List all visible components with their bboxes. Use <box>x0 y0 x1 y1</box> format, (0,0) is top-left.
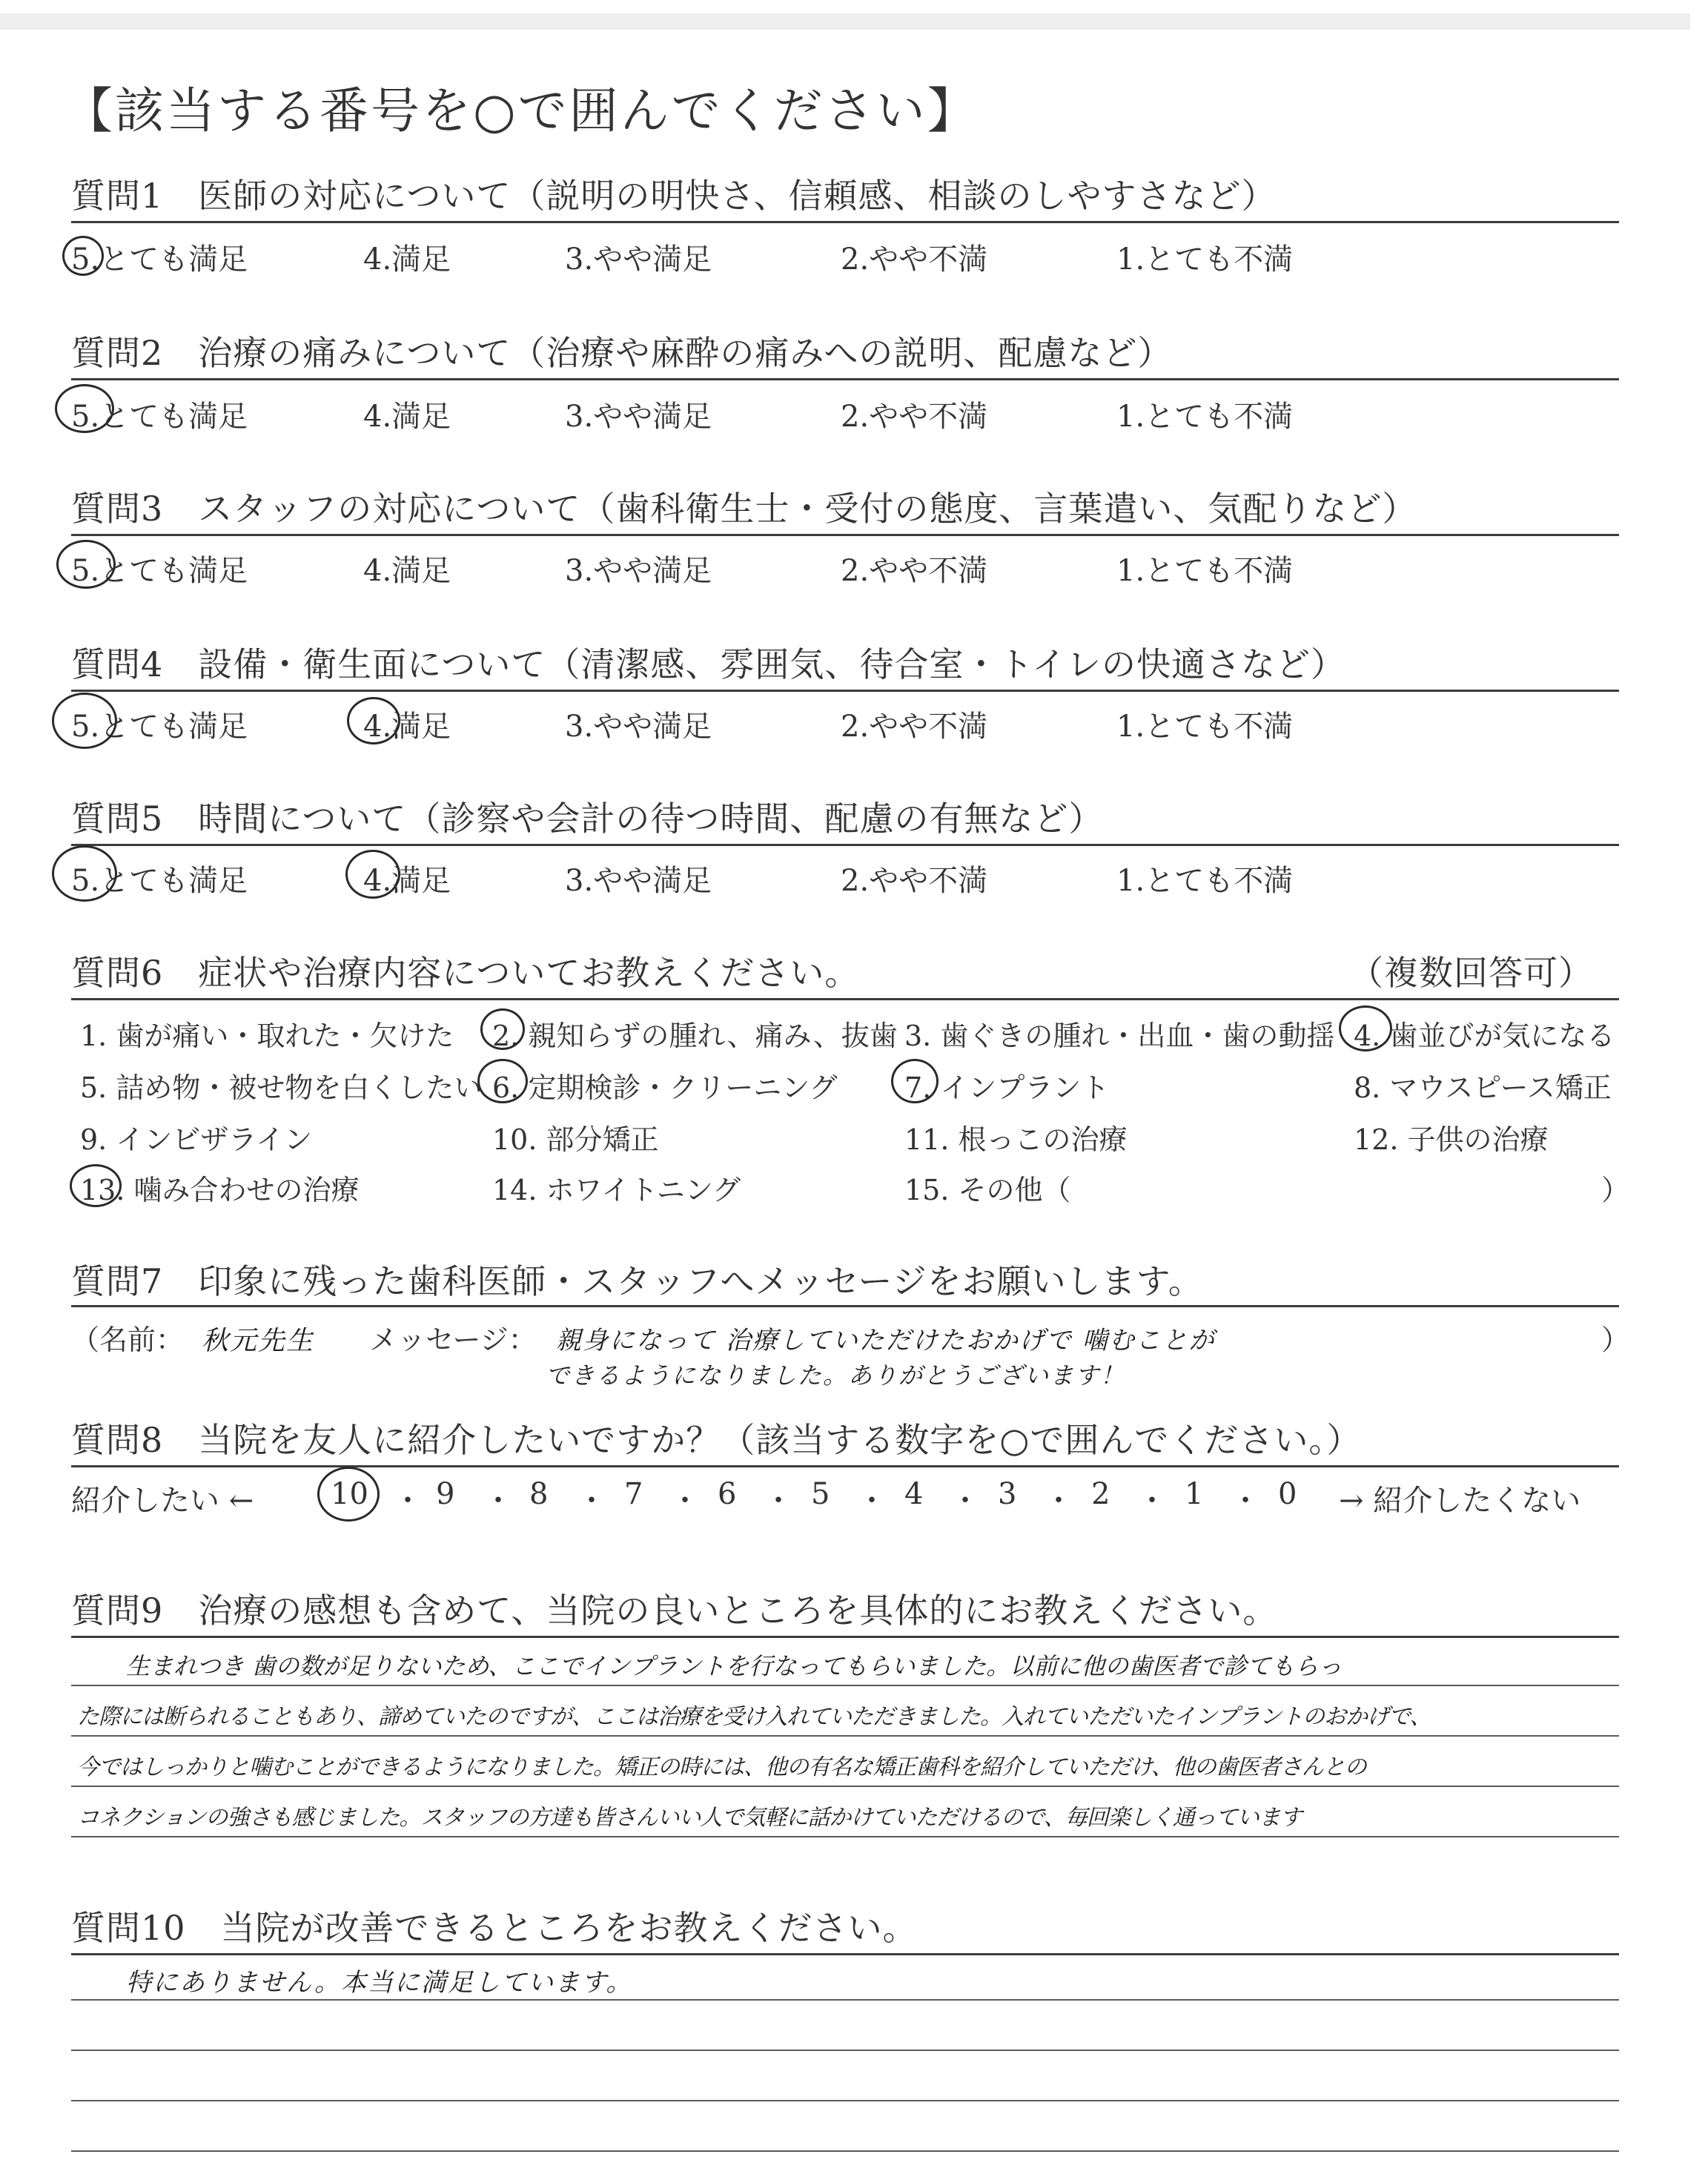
q9-answer-line-1[interactable]: 生まれつき 歯の数が足りないため、ここでインプラントを行なってもらいました。以前に他の歯医者で診てもらっ <box>126 1652 1343 1680</box>
q6-item-15-close: ） <box>1601 1174 1630 1206</box>
q4-answer-circle-5 <box>52 693 117 749</box>
q8-scale-8[interactable]: 8 <box>529 1477 549 1511</box>
q8-scale-5[interactable]: 5 <box>811 1477 830 1511</box>
q10-answer[interactable]: 特にありません。本当に満足しています。 <box>126 1968 633 1998</box>
q2-option-3[interactable]: 3.やや満足 <box>565 400 712 434</box>
q8-separator: ・ <box>1044 1484 1073 1518</box>
q9-answer-line-4[interactable]: コネクションの強さも感じました。スタッフの方達も皆さんいい人で気軽に話かけていただけるので、毎回楽しく通っています <box>77 1805 1302 1831</box>
q8-title: 質問8 当院を友人に紹介したいですか？（該当する数字を○で囲んでください。） <box>71 1420 1362 1460</box>
q8-separator: ・ <box>857 1484 887 1518</box>
q10-line-4 <box>71 2150 1619 2152</box>
q4-option-3[interactable]: 3.やや満足 <box>565 710 712 744</box>
q2-rule <box>71 378 1619 380</box>
q5-option-1[interactable]: 1.とても不満 <box>1116 864 1294 898</box>
q7-message-line-2[interactable]: できるようになりました。ありがとうございます！ <box>546 1361 1126 1390</box>
page-header: 【該当する番号を○で囲んでください】 <box>64 82 979 139</box>
scan-top-band <box>0 13 1690 30</box>
q8-scale-1[interactable]: 1 <box>1185 1477 1204 1511</box>
q10-line-2 <box>71 2050 1619 2051</box>
q6-item-11[interactable]: 11. 根っこの治療 <box>904 1123 1128 1156</box>
q8-separator: ・ <box>1137 1484 1167 1518</box>
q8-right-label: → 紹介したくない <box>1339 1484 1581 1518</box>
q7-message-line-1[interactable]: 親身になって 治療していただけたおかげで 噛むことが <box>556 1326 1216 1355</box>
q5-title: 質問5 時間について（診察や会計の待つ時間、配慮の有無など） <box>71 799 1104 839</box>
q6-item-5[interactable]: 5. 詰め物・被せ物を白くしたい <box>80 1071 483 1104</box>
q6-item-4[interactable]: 4. 歯並びが気になる <box>1354 1020 1615 1052</box>
q3-title: 質問3 スタッフの対応について（歯科衛生士・受付の態度、言葉遣い、気配りなど） <box>71 489 1417 529</box>
q1-option-3[interactable]: 3.やや満足 <box>565 242 712 277</box>
q5-option-5[interactable]: 5.とても満足 <box>71 864 248 898</box>
q6-item-2[interactable]: 2. 親知らずの腫れ、痛み、抜歯 <box>492 1020 898 1052</box>
q9-line-2 <box>71 1735 1619 1737</box>
q2-option-2[interactable]: 2.やや不満 <box>841 400 988 434</box>
q8-separator: ・ <box>393 1484 423 1518</box>
q6-item-7[interactable]: 7. インプラント <box>904 1071 1110 1104</box>
q10-line-3 <box>71 2100 1619 2101</box>
q8-left-label: 紹介したい ← <box>71 1484 254 1518</box>
q10-rule <box>71 1953 1619 1955</box>
q8-separator: ・ <box>950 1484 980 1518</box>
q5-rule <box>71 844 1619 846</box>
q3-option-3[interactable]: 3.やや満足 <box>565 554 712 588</box>
q9-line-4 <box>71 1836 1619 1837</box>
q8-rule <box>71 1465 1619 1467</box>
q6-circle-7 <box>891 1059 939 1103</box>
q2-option-4[interactable]: 4.満足 <box>363 400 451 434</box>
q3-option-5[interactable]: 5.とても満足 <box>71 554 248 588</box>
q4-option-2[interactable]: 2.やや不満 <box>841 710 988 744</box>
q6-circle-13 <box>70 1164 122 1207</box>
q9-rule <box>71 1636 1619 1638</box>
q5-option-2[interactable]: 2.やや不満 <box>841 864 988 898</box>
q1-option-1[interactable]: 1.とても不満 <box>1116 242 1294 277</box>
q2-title: 質問2 治療の痛みについて（治療や麻酔の痛みへの説明、配慮など） <box>71 333 1173 373</box>
q6-item-15[interactable]: 15. その他（ <box>904 1174 1071 1206</box>
q6-item-14[interactable]: 14. ホワイトニング <box>492 1174 741 1206</box>
q8-scale-4[interactable]: 4 <box>904 1477 924 1511</box>
q4-option-4[interactable]: 4.満足 <box>363 710 451 744</box>
q6-circle-2 <box>480 1008 525 1050</box>
q6-item-9[interactable]: 9. インビザライン <box>80 1123 313 1156</box>
q5-option-3[interactable]: 3.やや満足 <box>565 864 712 898</box>
q8-scale-0[interactable]: 0 <box>1278 1477 1297 1511</box>
q1-option-5[interactable]: 5.とても満足 <box>71 242 248 277</box>
q8-scale-9[interactable]: 9 <box>436 1477 455 1511</box>
q8-separator: ・ <box>1231 1484 1260 1518</box>
q4-option-5[interactable]: 5.とても満足 <box>71 710 248 744</box>
q9-answer-line-2[interactable]: た際には断られることもあり、諦めていたのですが、ここは治療を受け入れていただきました。入れていただいたインプラントのおかげで、 <box>77 1704 1431 1730</box>
q4-option-1[interactable]: 1.とても不満 <box>1116 710 1294 744</box>
q9-line-3 <box>71 1786 1619 1787</box>
q4-title: 質問4 設備・衛生面について（清潔感、雰囲気、待合室・トイレの快適さなど） <box>71 644 1346 684</box>
q8-separator: ・ <box>577 1484 606 1518</box>
q1-title: 質問1 医師の対応について（説明の明快さ、信頼感、相談のしやすさなど） <box>71 176 1277 216</box>
q9-line-1 <box>71 1685 1619 1686</box>
q1-option-4[interactable]: 4.満足 <box>363 242 451 277</box>
q6-item-10[interactable]: 10. 部分矯正 <box>492 1123 659 1156</box>
q8-separator: ・ <box>764 1484 793 1518</box>
q8-scale-6[interactable]: 6 <box>718 1477 737 1511</box>
q3-option-1[interactable]: 1.とても不満 <box>1116 554 1294 588</box>
q8-scale-7[interactable]: 7 <box>624 1477 643 1511</box>
q9-answer-line-3[interactable]: 今ではしっかりと噛むことができるようになりました。矯正の時には、他の有名な矯正歯科を紹介していただけ、他の歯医者さんとの <box>77 1754 1366 1780</box>
q6-item-1[interactable]: 1. 歯が痛い・取れた・欠けた <box>80 1020 454 1052</box>
q7-title: 質問7 印象に残った歯科医師・スタッフへメッセージをお願いします。 <box>71 1261 1203 1301</box>
q8-separator: ・ <box>483 1484 513 1518</box>
q6-item-13[interactable]: 13. 噛み合わせの治療 <box>80 1174 360 1206</box>
q6-multiple-note: （複数回答可） <box>1349 953 1593 993</box>
q9-title: 質問9 治療の感想も含めて、当院の良いところを具体的にお教えください。 <box>71 1591 1278 1631</box>
q6-title: 質問6 症状や治療内容についてお教えください。 <box>71 953 860 993</box>
q8-answer-circle <box>317 1467 380 1522</box>
q6-rule <box>71 998 1619 1000</box>
q3-option-2[interactable]: 2.やや不満 <box>841 554 988 588</box>
q1-answer-circle <box>62 236 104 276</box>
q8-scale-3[interactable]: 3 <box>998 1477 1017 1511</box>
q3-answer-circle <box>56 540 116 589</box>
q5-answer-circle-4 <box>345 850 400 899</box>
q7-message-label: メッセージ： <box>369 1324 537 1356</box>
q3-option-4[interactable]: 4.満足 <box>363 554 451 588</box>
q8-separator: ・ <box>670 1484 700 1518</box>
q6-item-3[interactable]: 3. 歯ぐきの腫れ・出血・歯の動揺 <box>904 1020 1335 1052</box>
q6-circle-6 <box>477 1059 528 1103</box>
q6-item-8[interactable]: 8. マウスピース矯正 <box>1354 1071 1612 1104</box>
q6-item-12[interactable]: 12. 子供の治療 <box>1354 1123 1549 1156</box>
q10-line-1 <box>71 1999 1619 2001</box>
q7-name-label: （名前： <box>71 1324 185 1356</box>
q5-answer-circle-5 <box>52 845 117 902</box>
q10-title: 質問10 当院が改善できるところをお教えください。 <box>71 1908 918 1948</box>
q7-rule <box>71 1305 1619 1307</box>
q2-option-1[interactable]: 1.とても不満 <box>1116 400 1294 434</box>
q7-close-paren: ） <box>1601 1324 1630 1356</box>
q8-scale-2[interactable]: 2 <box>1091 1477 1110 1511</box>
q1-rule <box>71 221 1619 223</box>
q6-circle-4 <box>1339 1005 1392 1051</box>
q6-item-6[interactable]: 6. 定期検診・クリーニング <box>492 1071 838 1104</box>
q7-name-value[interactable]: 秋元先生 <box>202 1326 315 1356</box>
q8-scale-10[interactable]: 10 <box>331 1477 368 1511</box>
q3-rule <box>71 534 1619 536</box>
q2-option-5[interactable]: 5.とても満足 <box>71 400 248 434</box>
q5-option-4[interactable]: 4.満足 <box>363 864 451 898</box>
q2-answer-circle <box>55 384 114 433</box>
q4-answer-circle-4 <box>347 697 400 744</box>
q1-option-2[interactable]: 2.やや不満 <box>841 242 988 277</box>
q4-rule <box>71 690 1619 692</box>
